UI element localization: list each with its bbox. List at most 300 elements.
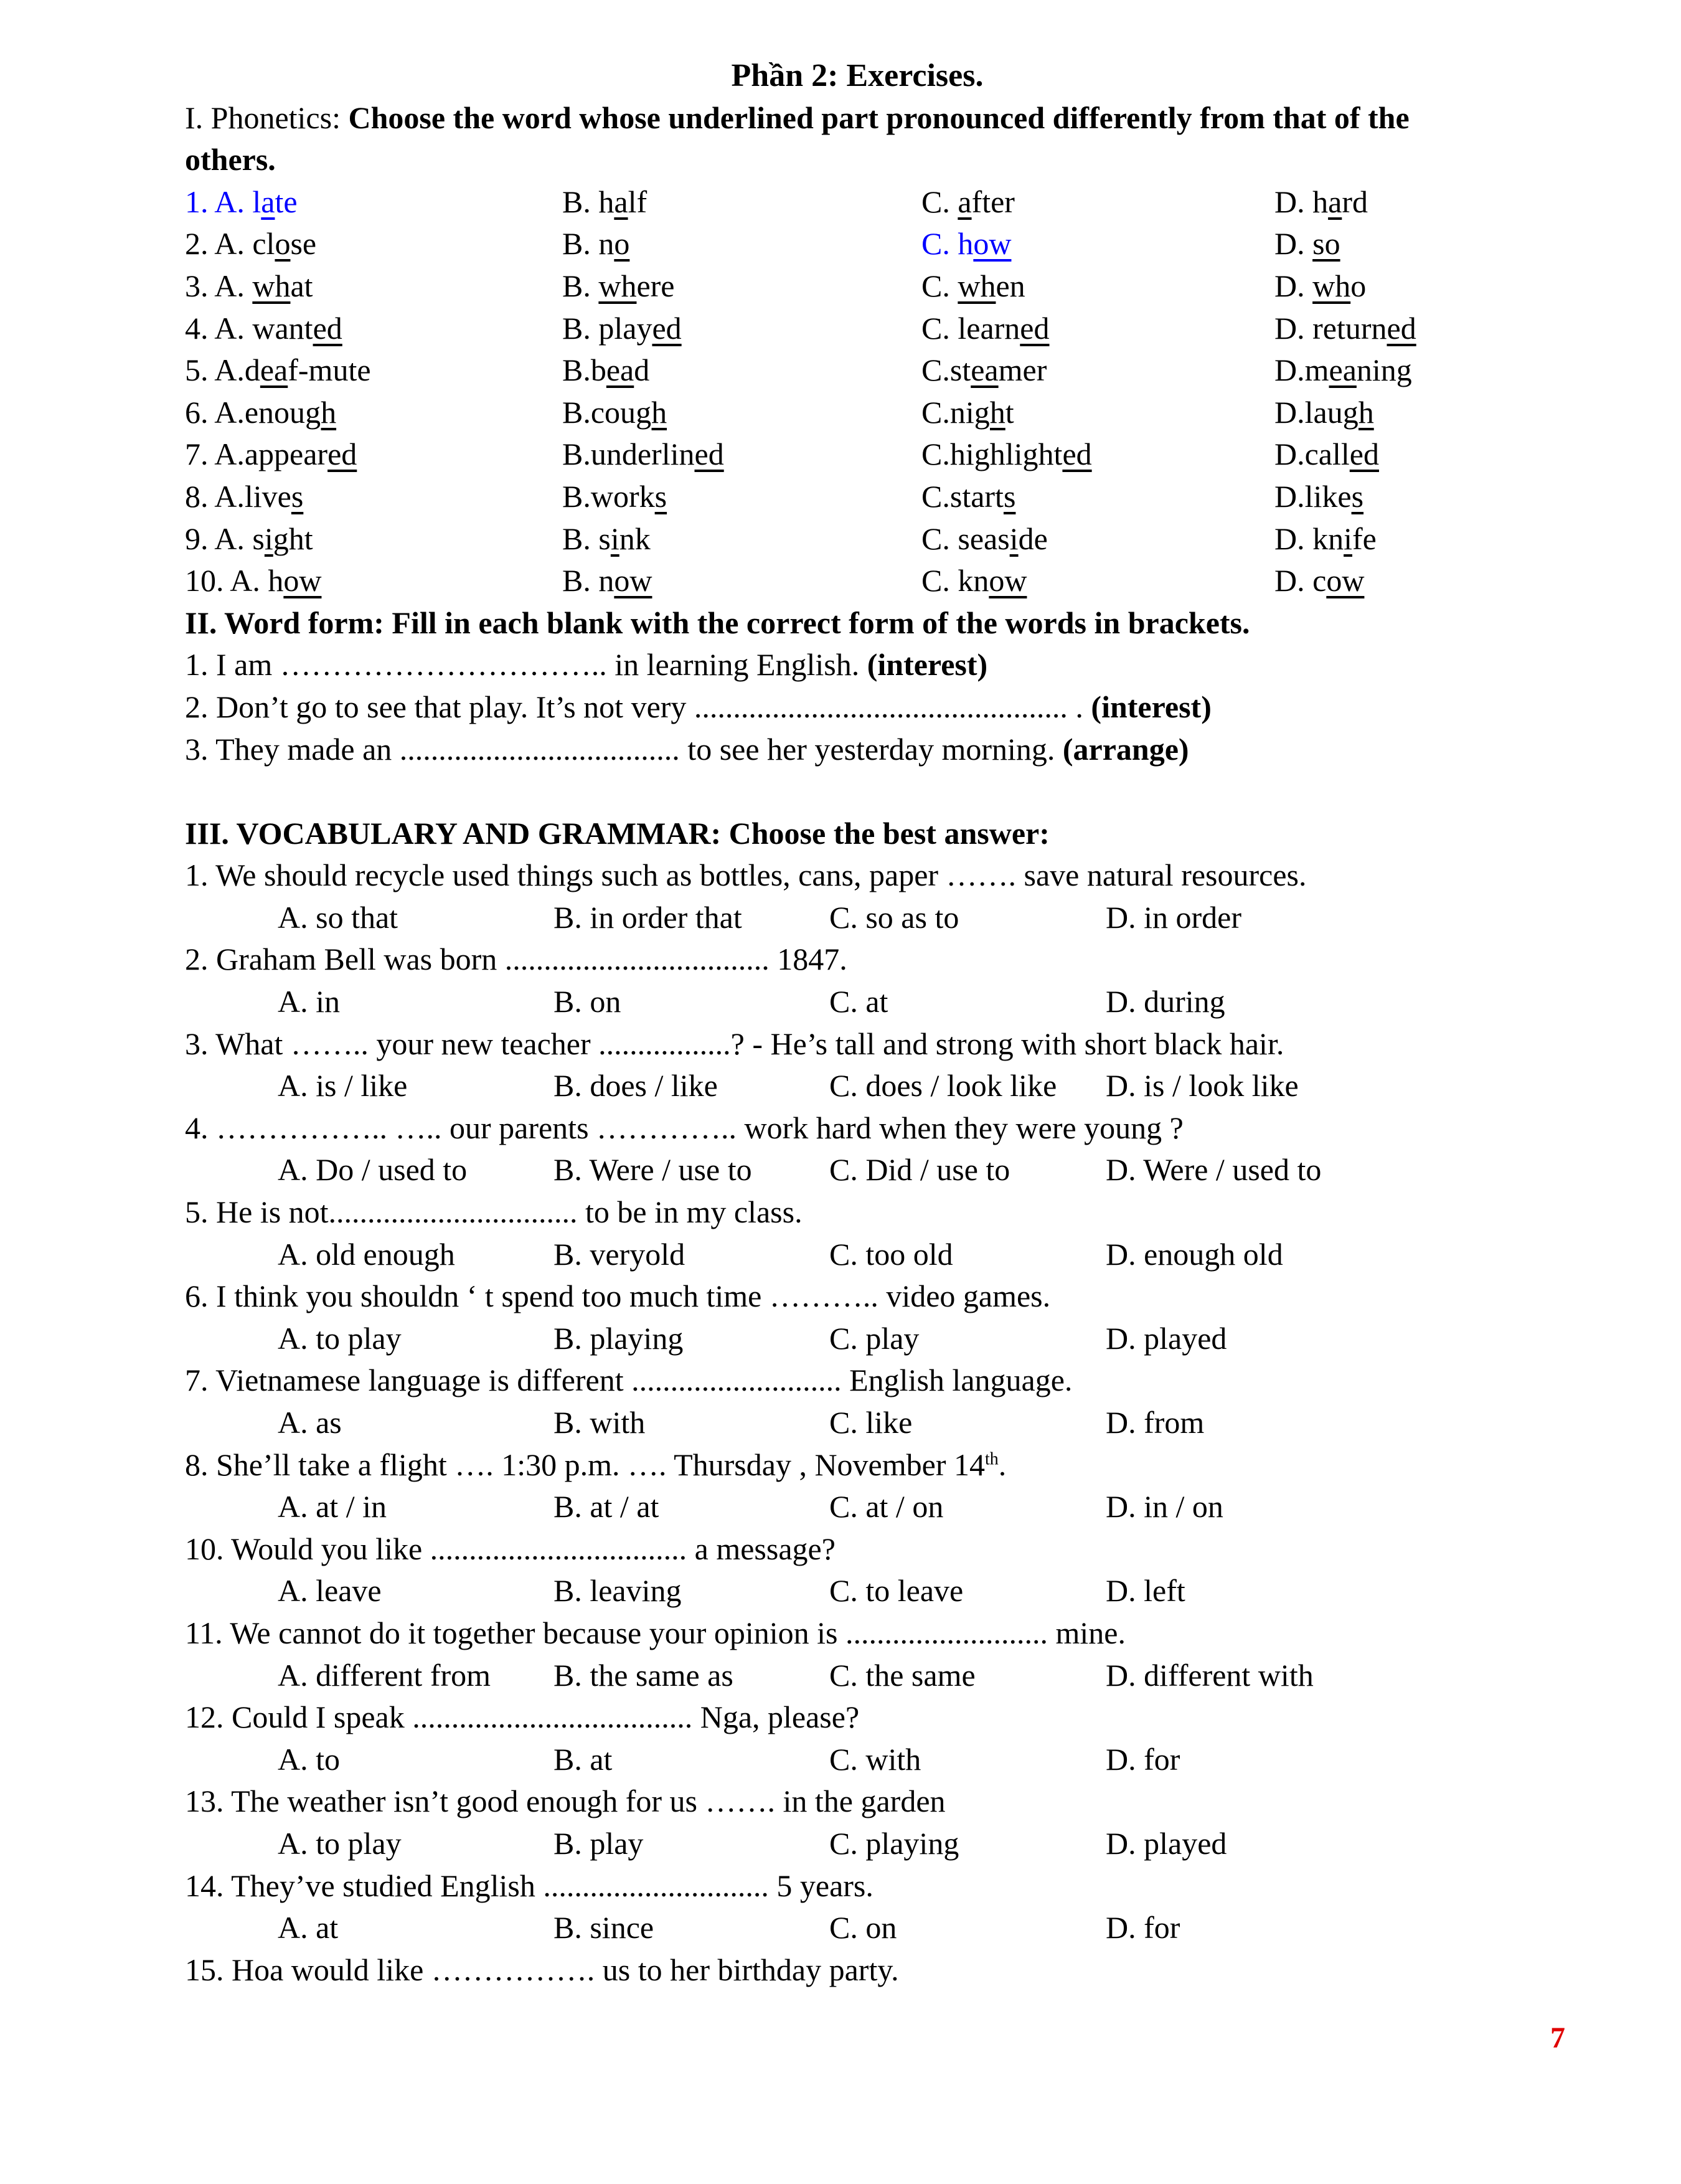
answer-option-c: C. like <box>829 1405 913 1440</box>
phonetics-questions <box>185 181 1530 602</box>
answer-option-c: C. to leave <box>829 1573 964 1609</box>
vocab-question <box>185 938 1530 981</box>
option-d <box>1274 518 1377 560</box>
option-label: D. <box>1274 521 1313 556</box>
word-part: seas <box>958 521 1010 556</box>
vocab-question <box>185 1023 1530 1066</box>
answer-option-d: D. during <box>1106 984 1225 1019</box>
phonetics-question <box>185 308 1530 350</box>
vocab-question <box>185 1696 1530 1739</box>
word-part: f-mute <box>288 352 371 388</box>
option-b <box>562 265 675 308</box>
answer-option-b: B. playing <box>553 1320 684 1356</box>
underlined-part: ow <box>1326 563 1365 598</box>
underlined-part: ed <box>327 437 357 472</box>
option-d <box>1274 560 1364 602</box>
vocab-heading: III. VOCABULARY AND GRAMMAR: Choose the best answer: <box>185 815 1050 851</box>
underlined-part: s <box>1351 478 1364 514</box>
phonetics-label: I. Phonetics: <box>185 100 349 135</box>
option-c <box>921 265 1025 308</box>
phonetics-question <box>185 392 1530 434</box>
vocab-question <box>185 1275 1530 1318</box>
word-part: h <box>1312 184 1329 219</box>
underlined-part: s <box>291 478 304 514</box>
question-text: 3. They made an .................................... to see her yesterday morning. <box>185 731 1063 767</box>
vocab-question <box>185 1191 1530 1234</box>
vocab-question <box>185 1359 1530 1402</box>
question-text: 1. I am ………………………….. in learning English. <box>185 647 867 683</box>
option-d <box>1274 433 1379 476</box>
word-part: de <box>1018 521 1048 556</box>
option-label: C. <box>921 352 950 388</box>
option-label: 4. A. <box>185 310 253 346</box>
option-c <box>921 223 1011 265</box>
question-text: 2. Don’t go to see that play. It’s not very ................................................ . <box>185 689 1091 724</box>
option-label: 7. A. <box>185 437 245 472</box>
underlined-part: i <box>1009 521 1019 556</box>
superscript: th <box>985 1449 999 1468</box>
underlined-part: gh <box>974 394 1005 430</box>
option-label: C. <box>921 478 950 514</box>
answer-option-c: C. so as to <box>829 899 959 935</box>
option-label: D. <box>1274 437 1305 472</box>
option-label: B. <box>562 184 599 219</box>
underlined-part: ed <box>1062 437 1092 472</box>
option-label: B. <box>562 521 599 556</box>
answer-options <box>185 1234 1530 1276</box>
option-label: 8. A. <box>185 478 245 514</box>
underlined-part: gh <box>636 394 667 430</box>
option-label: B. <box>562 394 591 430</box>
option-label: 5. A. <box>185 352 245 388</box>
option-d <box>1274 223 1340 265</box>
option-label: B. <box>562 268 599 303</box>
phonetics-instruction-cont: others. <box>185 142 276 177</box>
underlined-part: a <box>958 184 972 219</box>
option-c <box>921 433 1092 476</box>
answer-option-d: D. from <box>1106 1405 1205 1440</box>
underlined-part: ow <box>283 563 322 598</box>
word-part: h <box>958 226 974 262</box>
vocab-questions <box>185 854 1530 1991</box>
answer-option-d: D. in order <box>1106 899 1241 935</box>
word-part: highlight <box>949 437 1063 472</box>
option-a <box>185 349 371 392</box>
option-a <box>185 476 303 518</box>
underlined-part: ea <box>606 352 634 388</box>
word-part: s <box>252 521 265 556</box>
option-label: D. <box>1274 563 1313 598</box>
answer-option-d: D. played <box>1106 1320 1227 1356</box>
word-part: en <box>996 268 1025 303</box>
option-b <box>562 223 629 265</box>
word-part: o <box>1350 268 1367 303</box>
spacer <box>185 770 1530 813</box>
word-part: like <box>1304 478 1352 514</box>
answer-option-c: C. on <box>829 1910 897 1945</box>
word-hint: (arrange) <box>1062 731 1189 767</box>
word-part: kn <box>1312 521 1344 556</box>
option-label: C. <box>921 563 958 598</box>
answer-option-a: A. is / like <box>278 1068 408 1104</box>
answer-option-c: C. the same <box>829 1657 976 1693</box>
option-a <box>185 308 342 350</box>
word-part: d <box>244 352 260 388</box>
option-label: D. <box>1274 184 1313 219</box>
option-label: D. <box>1274 226 1313 262</box>
word-part: start <box>949 478 1004 514</box>
underlined-part: ed <box>1387 310 1416 346</box>
question-text: 7. Vietnamese language is different ........................... English language. <box>185 1363 1073 1398</box>
word-part: l <box>252 184 261 219</box>
answer-option-c: C. play <box>829 1320 920 1356</box>
phonetics-question <box>185 560 1530 602</box>
word-hint: (interest) <box>1091 689 1212 724</box>
underlined-part: ed <box>1349 437 1379 472</box>
answer-option-b: B. leaving <box>553 1573 682 1609</box>
phonetics-question <box>185 265 1530 308</box>
underlined-part: gh <box>1342 394 1374 430</box>
question-text: 12. Could I speak .................................... Nga, please? <box>185 1699 860 1735</box>
option-c <box>921 518 1048 560</box>
option-c <box>921 308 1050 350</box>
question-text: 6. I think you shouldn ‘ t spend too much time ……….. video games. <box>185 1279 1051 1314</box>
answer-option-a: A. different from <box>278 1657 491 1693</box>
answer-option-b: B. the same as <box>553 1657 733 1693</box>
word-part: learn <box>958 310 1020 346</box>
answer-option-a: A. to play <box>278 1320 402 1356</box>
answer-option-d: D. Were / used to <box>1106 1152 1322 1188</box>
option-a <box>185 433 357 476</box>
word-part: st <box>949 352 971 388</box>
word-part: mer <box>998 352 1047 388</box>
question-text: 5. He is not................................ to be in my class. <box>185 1194 803 1230</box>
answer-option-a: A. to play <box>278 1825 402 1861</box>
vocab-question <box>185 1780 1530 1823</box>
answer-options <box>185 1655 1530 1697</box>
answer-option-d: D. different with <box>1106 1657 1314 1693</box>
phonetics-instruction: Choose the word whose underlined part pronounced differently from that of the <box>348 100 1410 135</box>
vocab-question <box>185 854 1530 897</box>
answer-option-b: B. on <box>553 984 621 1019</box>
word-form-heading: II. Word form: Fill in each blank with the correct form of the words in brackets. <box>185 605 1250 640</box>
answer-option-b: B. in order that <box>553 899 742 935</box>
option-label: D. <box>1274 478 1305 514</box>
underlined-part: a <box>1328 184 1342 219</box>
option-b <box>562 476 667 518</box>
option-a <box>185 265 313 308</box>
word-part: lau <box>1304 394 1343 430</box>
underlined-part: gh <box>305 394 337 430</box>
underlined-part: wh <box>252 268 291 303</box>
word-part: t <box>1005 394 1014 430</box>
option-c <box>921 560 1027 602</box>
option-a <box>185 392 336 434</box>
answer-option-d: D. left <box>1106 1573 1185 1609</box>
word-form-question <box>185 729 1530 771</box>
option-b <box>562 433 724 476</box>
answer-options <box>185 1486 1530 1528</box>
phonetics-question <box>185 476 1530 518</box>
underlined-part: ed <box>313 310 342 346</box>
word-part: play <box>598 310 652 346</box>
option-b <box>562 518 651 560</box>
word-part: underlin <box>590 437 695 472</box>
option-a <box>185 223 316 265</box>
word-part: return <box>1312 310 1387 346</box>
underlined-part: ow <box>989 563 1027 598</box>
worksheet-page <box>185 55 1530 1991</box>
word-part: fe <box>1352 521 1377 556</box>
option-label: C. <box>921 226 958 262</box>
word-part: s <box>598 521 611 556</box>
answer-option-b: B. Were / use to <box>553 1152 752 1188</box>
page-title: Phần 2: Exercises. <box>731 58 984 93</box>
word-part: cou <box>590 394 636 430</box>
word-part: b <box>590 352 606 388</box>
option-b <box>562 181 647 224</box>
underlined-part: ed <box>652 310 682 346</box>
answer-options <box>185 1402 1530 1444</box>
underlined-part: o <box>614 226 630 262</box>
option-b <box>562 349 649 392</box>
answer-options <box>185 981 1530 1023</box>
word-form-question <box>185 644 1530 686</box>
word-hint: (interest) <box>867 647 988 683</box>
answer-option-a: A. old enough <box>278 1236 455 1272</box>
option-label: B. <box>562 352 591 388</box>
phonetics-heading-cont <box>185 139 1530 181</box>
word-part: call <box>1304 437 1350 472</box>
question-text: 3. What …….. your new teacher .................? - He’s tall and strong with short black hair. <box>185 1026 1284 1061</box>
option-d <box>1274 181 1368 224</box>
underlined-part: o <box>275 226 291 262</box>
underlined-part: ow <box>614 563 652 598</box>
option-a <box>185 560 321 602</box>
answer-options <box>185 1065 1530 1107</box>
vocab-question <box>185 1107 1530 1150</box>
option-c <box>921 349 1047 392</box>
question-text: 14. They’ve studied English ............................. 5 years. <box>185 1868 873 1903</box>
answer-options <box>185 1823 1530 1865</box>
option-b <box>562 392 667 434</box>
question-text: 11. We cannot do it together because your opinion is .......................... mine. <box>185 1615 1126 1650</box>
option-d <box>1274 476 1363 518</box>
word-part: ere <box>636 268 675 303</box>
answer-option-a: A. in <box>278 984 340 1019</box>
option-label: B. <box>562 226 599 262</box>
option-label: C. <box>921 437 950 472</box>
answer-option-d: D. played <box>1106 1825 1227 1861</box>
question-text: 8. She’ll take a flight …. 1:30 p.m. …. Thursday , November 14 <box>185 1447 985 1482</box>
word-form-heading-line <box>185 602 1530 645</box>
option-label: D. <box>1274 352 1305 388</box>
word-part: lf <box>628 184 647 219</box>
option-label: D. <box>1274 310 1313 346</box>
vocab-question <box>185 1444 1530 1487</box>
underlined-part: wh <box>1312 268 1351 303</box>
answer-options <box>185 1907 1530 1949</box>
option-c <box>921 181 1015 224</box>
question-text-end: . <box>998 1447 1007 1482</box>
word-part: h <box>598 184 614 219</box>
answer-option-a: A. at / in <box>278 1489 387 1525</box>
word-part: cl <box>252 226 275 262</box>
answer-options <box>185 1739 1530 1781</box>
option-label: B. <box>562 478 591 514</box>
option-label: 10. A. <box>185 563 268 598</box>
underlined-part: i <box>1344 521 1353 556</box>
word-part: work <box>590 478 655 514</box>
underlined-part: ea <box>971 352 999 388</box>
vocab-question <box>185 1612 1530 1655</box>
underlined-part: ea <box>1329 352 1357 388</box>
option-d <box>1274 392 1374 434</box>
word-part: ning <box>1356 352 1412 388</box>
word-part: appear <box>244 437 328 472</box>
option-d <box>1274 265 1366 308</box>
option-label: 1. A. <box>185 184 253 219</box>
vocab-question <box>185 1865 1530 1907</box>
question-text: 10. Would you like ................................. a message? <box>185 1531 836 1566</box>
underlined-part: a <box>614 184 628 219</box>
answer-options <box>185 1318 1530 1360</box>
option-a <box>185 181 298 224</box>
answer-option-b: B. does / like <box>553 1068 718 1104</box>
answer-option-d: D. for <box>1106 1741 1180 1777</box>
answer-option-c: C. with <box>829 1741 921 1777</box>
answer-option-d: D. is / look like <box>1106 1068 1299 1104</box>
answer-option-d: D. for <box>1106 1910 1180 1945</box>
option-label: D. <box>1274 268 1313 303</box>
underlined-part: ed <box>1020 310 1050 346</box>
question-text: 2. Graham Bell was born .................................. 1847. <box>185 942 847 977</box>
answer-option-b: B. play <box>553 1825 644 1861</box>
option-label: B. <box>562 563 599 598</box>
answer-option-c: C. playing <box>829 1825 959 1861</box>
question-text: 15. Hoa would like ……………. us to her birthday party. <box>185 1952 899 1987</box>
word-part: kn <box>958 563 989 598</box>
option-label: C. <box>921 394 950 430</box>
word-part: live <box>244 478 291 514</box>
answer-option-b: B. since <box>553 1910 654 1945</box>
option-c <box>921 476 1015 518</box>
answer-option-a: A. at <box>278 1910 339 1945</box>
answer-option-c: C. at / on <box>829 1489 944 1525</box>
word-part: want <box>252 310 313 346</box>
underlined-part: ow <box>973 226 1012 262</box>
word-form-question <box>185 686 1530 729</box>
page-number: 7 <box>1550 2021 1565 2054</box>
underlined-part: wh <box>958 268 996 303</box>
answer-option-b: B. at <box>553 1741 613 1777</box>
option-label: 9. A. <box>185 521 253 556</box>
underlined-part: so <box>1312 226 1340 262</box>
word-part: te <box>275 184 298 219</box>
phonetics-heading <box>185 97 1530 139</box>
option-label: C. <box>921 310 958 346</box>
option-b <box>562 560 652 602</box>
phonetics-question <box>185 433 1530 476</box>
answer-options <box>185 1570 1530 1612</box>
word-part: n <box>598 563 614 598</box>
underlined-part: s <box>1003 478 1016 514</box>
word-part: se <box>290 226 317 262</box>
option-label: C. <box>921 184 958 219</box>
word-part: ni <box>949 394 974 430</box>
vocab-question <box>185 1528 1530 1571</box>
option-d <box>1274 349 1412 392</box>
question-text: 13. The weather isn’t good enough for us ……. in the garden <box>185 1784 946 1819</box>
phonetics-question <box>185 181 1530 224</box>
answer-options <box>185 1149 1530 1191</box>
underlined-part: i <box>610 521 619 556</box>
option-label: 2. A. <box>185 226 253 262</box>
option-label: C. <box>921 268 958 303</box>
answer-option-d: D. enough old <box>1106 1236 1283 1272</box>
answer-option-c: C. does / look like <box>829 1068 1057 1104</box>
word-part: ght <box>273 521 313 556</box>
phonetics-question <box>185 223 1530 265</box>
word-part: n <box>598 226 614 262</box>
vocab-question <box>185 1949 1530 1992</box>
word-part: h <box>268 563 284 598</box>
word-part: m <box>1304 352 1329 388</box>
answer-options <box>185 897 1530 939</box>
word-part: at <box>290 268 313 303</box>
word-part: nk <box>619 521 651 556</box>
underlined-part: s <box>654 478 667 514</box>
underlined-part: a <box>261 184 275 219</box>
answer-option-a: A. leave <box>278 1573 382 1609</box>
answer-option-a: A. so that <box>278 899 398 935</box>
answer-option-a: A. to <box>278 1741 340 1777</box>
underlined-part: ed <box>694 437 724 472</box>
phonetics-question <box>185 518 1530 560</box>
phonetics-question <box>185 349 1530 392</box>
option-label: B. <box>562 310 599 346</box>
answer-option-c: C. at <box>829 984 888 1019</box>
word-part: enou <box>244 394 306 430</box>
word-part: fter <box>971 184 1015 219</box>
question-text: 1. We should recycle used things such as bottles, cans, paper ……. save natural resources. <box>185 858 1307 893</box>
option-label: D. <box>1274 394 1305 430</box>
answer-option-c: C. Did / use to <box>829 1152 1010 1188</box>
word-part: c <box>1312 563 1327 598</box>
answer-option-b: B. with <box>553 1405 646 1440</box>
answer-option-b: B. at / at <box>553 1489 659 1525</box>
word-part: d <box>634 352 650 388</box>
option-b <box>562 308 682 350</box>
option-a <box>185 518 313 560</box>
answer-option-a: A. as <box>278 1405 342 1440</box>
option-label: 3. A. <box>185 268 253 303</box>
option-label: 6. A. <box>185 394 245 430</box>
question-text: 4. …………….. ….. our parents ………….. work hard when they were young ? <box>185 1110 1184 1145</box>
option-label: B. <box>562 437 591 472</box>
option-d <box>1274 308 1416 350</box>
underlined-part: wh <box>598 268 637 303</box>
word-part: rd <box>1342 184 1368 219</box>
underlined-part: ea <box>260 352 288 388</box>
option-c <box>921 392 1014 434</box>
option-label: C. <box>921 521 958 556</box>
answer-option-a: A. Do / used to <box>278 1152 468 1188</box>
underlined-part: i <box>264 521 273 556</box>
answer-option-b: B. veryold <box>553 1236 685 1272</box>
vocab-heading-line <box>185 813 1530 855</box>
word-form-questions <box>185 644 1530 770</box>
